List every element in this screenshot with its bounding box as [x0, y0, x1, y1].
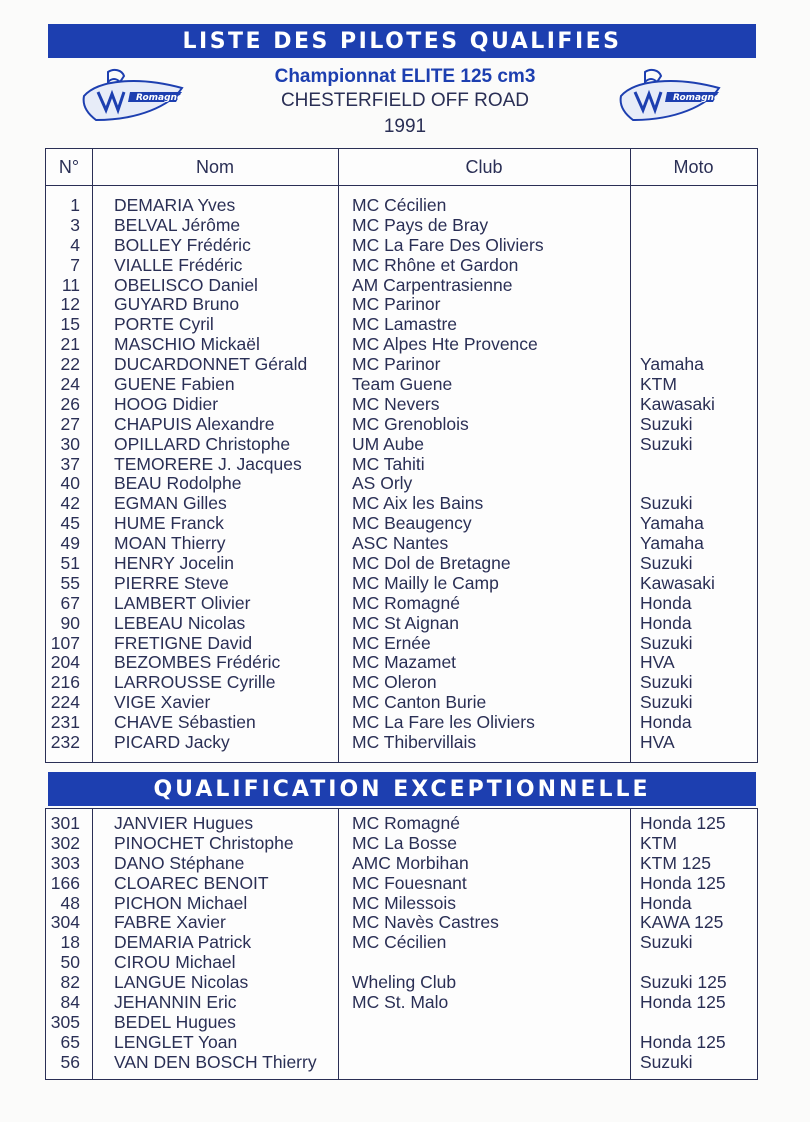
pilot-club: MC Ernée: [352, 632, 431, 653]
pilot-moto: Suzuki: [640, 692, 693, 713]
table-row: [46, 514, 757, 534]
table-row: [46, 933, 757, 953]
pilot-club: MC Cécilien: [352, 195, 447, 215]
table-row: [46, 834, 757, 854]
pilot-name: BEZOMBES Frédéric: [114, 652, 281, 673]
pilot-name: DEMARIA Yves: [114, 195, 236, 215]
pilot-club: AM Carpentrasienne: [352, 274, 513, 295]
pilot-number: 40: [60, 473, 80, 494]
pilot-number: 84: [60, 992, 80, 1013]
pilot-moto: Suzuki: [640, 932, 693, 953]
pilot-moto: Honda 125: [640, 872, 726, 893]
table-row: [46, 673, 757, 693]
moto-club-logo-icon: [615, 66, 727, 130]
pilot-moto: Kawasaki: [640, 393, 715, 414]
pilot-club: MC Milessois: [352, 892, 457, 913]
pilot-name: LENGLET Yoan: [114, 1031, 238, 1052]
pilot-name: CLOAREC BENOIT: [114, 872, 269, 893]
event-header: [0, 66, 810, 140]
table-row: [46, 415, 757, 435]
pilot-number: 50: [60, 952, 80, 973]
event-year: 1991: [383, 116, 427, 137]
pilot-name: PORTE Cyril: [114, 314, 214, 335]
table-row: [46, 634, 757, 654]
pilot-name: DUCARDONNET Gérald: [114, 354, 308, 375]
pilot-moto: Honda: [640, 892, 692, 913]
pilot-moto: Suzuki: [640, 632, 693, 653]
pilot-club: MC La Fare les Oliviers: [352, 712, 535, 733]
pilot-club: MC Fouesnant: [352, 872, 467, 893]
pilots-table: [45, 148, 758, 763]
pilot-number: 166: [50, 872, 80, 893]
pilot-number: 26: [60, 393, 80, 414]
pilot-name: MOAN Thierry: [114, 533, 226, 554]
pilot-number: 224: [50, 692, 80, 713]
pilot-club: MC St Aignan: [352, 612, 459, 633]
pilot-club: UM Aube: [352, 433, 424, 454]
pilot-name: VIALLE Frédéric: [114, 254, 243, 275]
pilot-club: MC Navès Castres: [352, 912, 499, 933]
table-row: [46, 474, 757, 494]
pilot-name: CIROU Michael: [114, 952, 236, 973]
page-title: LISTE DES PILOTES QUALIFIES: [182, 28, 622, 54]
pilot-number: 15: [60, 314, 80, 335]
table-row: [46, 713, 757, 733]
pilot-moto: Honda 125: [640, 813, 726, 833]
pilot-number: 304: [50, 912, 80, 933]
pilot-name: BELVAL Jérôme: [114, 214, 241, 235]
pilot-moto: Honda 125: [640, 992, 726, 1013]
table-row: [46, 574, 757, 594]
table-row: [46, 1053, 757, 1073]
pilot-number: 48: [60, 892, 80, 913]
pilot-number: 303: [50, 852, 80, 873]
pilot-club: MC Canton Burie: [352, 692, 487, 713]
pilot-club: Team Guene: [352, 374, 453, 395]
pilot-number: 45: [60, 513, 80, 534]
pilot-moto: Yamaha: [640, 513, 704, 534]
table-row: [46, 295, 757, 315]
pilot-moto: Suzuki: [640, 493, 693, 514]
table-row: [46, 196, 757, 216]
pilot-club: MC Romagné: [352, 592, 460, 613]
pilot-number: 82: [60, 972, 80, 993]
pilot-moto: Suzuki: [640, 413, 693, 434]
pilot-name: CHAPUIS Alexandre: [114, 413, 275, 434]
pilot-number: 18: [60, 932, 80, 953]
pilot-number: 37: [60, 453, 80, 474]
pilot-club: MC Romagné: [352, 813, 460, 833]
table-row: [46, 614, 757, 634]
pilot-number: 90: [60, 612, 80, 633]
pilot-club: MC La Fare Des Oliviers: [352, 234, 544, 255]
pilot-name: BEDEL Hugues: [114, 1011, 236, 1032]
pilot-name: FABRE Xavier: [114, 912, 226, 933]
table-row: [46, 256, 757, 276]
pilot-club: MC Pays de Bray: [352, 214, 489, 235]
pilot-moto: KTM 125: [640, 852, 711, 873]
pilot-name: GUYARD Bruno: [114, 294, 240, 315]
pilot-number: 3: [70, 214, 80, 235]
pilot-number: 107: [50, 632, 80, 653]
table-row: [46, 814, 757, 834]
pilot-number: 67: [60, 592, 80, 613]
pilot-number: 302: [50, 832, 80, 853]
pilot-club: MC Dol de Bretagne: [352, 553, 511, 574]
pilot-club: MC La Bosse: [352, 832, 458, 853]
col-header-club: Club: [465, 156, 503, 177]
table-row: [46, 653, 757, 673]
pilot-number: 12: [60, 294, 80, 315]
pilot-number: 65: [60, 1031, 80, 1052]
table-row: [46, 276, 757, 296]
pilot-name: BOLLEY Frédéric: [114, 234, 251, 255]
pilot-number: 7: [70, 254, 80, 275]
table-row: [46, 913, 757, 933]
table-row: [46, 693, 757, 713]
title-banner: [48, 24, 756, 58]
col-header-num: N°: [58, 156, 80, 177]
pilot-name: CHAVE Sébastien: [114, 712, 256, 733]
pilot-name: EGMAN Gilles: [114, 493, 227, 514]
event-subtitle: CHESTERFIELD OFF ROAD: [280, 90, 530, 111]
table-row: [46, 216, 757, 236]
pilot-rows: [46, 196, 757, 753]
pilot-number: 204: [50, 652, 80, 673]
pilot-name: OBELISCO Daniel: [114, 274, 258, 295]
exceptional-rows: [46, 814, 757, 1073]
pilot-club: MC Oleron: [352, 672, 437, 693]
pilot-number: 11: [61, 274, 80, 295]
pilot-name: TEMORERE J. Jacques: [114, 453, 302, 474]
pilot-number: 232: [50, 732, 80, 753]
pilot-moto: KTM: [640, 832, 677, 853]
pilot-name: DANO Stéphane: [114, 852, 245, 873]
pilot-club: MC Tahiti: [352, 453, 425, 474]
pilot-name: PIERRE Steve: [114, 572, 229, 593]
col-header-name: Nom: [195, 156, 234, 177]
pilot-moto: Suzuki: [640, 672, 693, 693]
pilot-club: MC Mazamet: [352, 652, 457, 673]
pilot-name: PICHON Michael: [114, 892, 248, 913]
table-row: [46, 375, 757, 395]
pilot-name: GUENE Fabien: [114, 374, 235, 395]
pilot-name: LANGUE Nicolas: [114, 972, 249, 993]
table-row: [46, 594, 757, 614]
pilot-moto: KTM: [640, 374, 677, 395]
table-row: [46, 395, 757, 415]
pilot-number: 22: [60, 354, 80, 375]
pilot-club: AS Orly: [352, 473, 413, 494]
pilot-name: PINOCHET Christophe: [114, 832, 294, 853]
table-row: [46, 874, 757, 894]
championship-title: Championnat ELITE 125 cm3: [274, 66, 536, 87]
pilot-number: 216: [50, 672, 80, 693]
logo-text: Romagné: [136, 93, 184, 103]
pilot-name: DEMARIA Patrick: [114, 932, 252, 953]
exceptional-banner: [48, 772, 756, 806]
pilot-club: MC Aix les Bains: [352, 493, 484, 514]
pilot-moto: Honda: [640, 712, 692, 733]
pilot-club: MC Lamastre: [352, 314, 458, 335]
table-row: [46, 894, 757, 914]
pilot-moto: HVA: [640, 732, 675, 753]
pilot-moto: Honda: [640, 592, 692, 613]
table-row: [46, 554, 757, 574]
col-header-moto: Moto: [673, 156, 714, 177]
pilot-number: 4: [70, 234, 80, 255]
logo-text: Romagné: [673, 93, 721, 103]
table-row: [46, 455, 757, 475]
pilot-club: Wheling Club: [352, 972, 457, 993]
pilot-name: LARROUSSE Cyrille: [114, 672, 276, 693]
pilot-name: LEBEAU Nicolas: [114, 612, 246, 633]
pilot-moto: Suzuki: [640, 553, 693, 574]
table-row: [46, 355, 757, 375]
pilot-moto: Kawasaki: [640, 572, 715, 593]
pilot-number: 27: [60, 413, 80, 434]
pilot-club: MC Thibervillais: [352, 732, 477, 753]
pilot-number: 24: [60, 374, 80, 395]
pilot-club: MC St. Malo: [352, 992, 449, 1013]
pilot-number: 55: [60, 572, 80, 593]
pilot-number: 56: [60, 1051, 80, 1072]
pilot-moto: Suzuki: [640, 1051, 693, 1072]
pilot-club: MC Grenoblois: [352, 413, 469, 434]
pilot-name: JANVIER Hugues: [114, 813, 254, 833]
table-row: [46, 953, 757, 973]
pilot-number: 1: [70, 195, 80, 215]
pilot-number: 51: [60, 553, 80, 574]
table-row: [46, 1033, 757, 1053]
pilot-moto: Honda 125: [640, 1031, 726, 1052]
pilot-name: LAMBERT Olivier: [114, 592, 251, 613]
pilot-name: HENRY Jocelin: [114, 553, 234, 574]
pilot-name: HOOG Didier: [114, 393, 219, 414]
pilot-number: 231: [50, 712, 80, 733]
pilot-club: MC Cécilien: [352, 932, 447, 953]
pilot-moto: Yamaha: [640, 354, 704, 375]
pilot-number: 42: [60, 493, 80, 514]
pilot-moto: Suzuki 125: [640, 972, 727, 993]
pilot-club: MC Alpes Hte Provence: [352, 334, 538, 355]
pilot-name: OPILLARD Christophe: [114, 433, 291, 454]
pilot-moto: Yamaha: [640, 533, 704, 554]
pilot-name: PICARD Jacky: [114, 732, 230, 753]
table-row: [46, 854, 757, 874]
table-row: [46, 733, 757, 753]
pilot-club: MC Parinor: [352, 354, 441, 375]
pilot-moto: HVA: [640, 652, 675, 673]
pilot-name: FRETIGNE David: [114, 632, 253, 653]
pilot-club: MC Nevers: [352, 393, 440, 414]
pilot-number: 21: [60, 334, 80, 355]
pilot-name: MASCHIO Mickaël: [114, 334, 260, 355]
pilot-number: 305: [50, 1011, 80, 1032]
table-row: [46, 315, 757, 335]
pilot-name: BEAU Rodolphe: [114, 473, 242, 494]
table-row: [46, 534, 757, 554]
pilot-number: 30: [60, 433, 80, 454]
pilot-name: VIGE Xavier: [114, 692, 211, 713]
table-row: [46, 335, 757, 355]
exceptional-table: [45, 808, 758, 1080]
pilot-club: AMC Morbihan: [352, 852, 469, 873]
table-row: [46, 236, 757, 256]
table-row: [46, 435, 757, 455]
table-row: [46, 494, 757, 514]
pilot-club: MC Rhône et Gardon: [352, 254, 519, 275]
pilot-name: VAN DEN BOSCH Thierry: [114, 1051, 317, 1072]
pilot-name: JEHANNIN Eric: [114, 992, 237, 1013]
exceptional-title: QUALIFICATION EXCEPTIONNELLE: [153, 776, 651, 802]
pilot-club: ASC Nantes: [352, 533, 449, 554]
pilot-moto: Honda: [640, 612, 692, 633]
table-row: [46, 993, 757, 1013]
pilot-club: MC Parinor: [352, 294, 441, 315]
pilot-name: HUME Franck: [114, 513, 224, 534]
pilot-number: 301: [50, 813, 80, 833]
table-row: [46, 973, 757, 993]
pilot-number: 49: [60, 533, 80, 554]
pilot-moto: KAWA 125: [640, 912, 724, 933]
pilot-moto: Suzuki: [640, 433, 693, 454]
pilot-club: MC Beaugency: [352, 513, 472, 534]
table-row: [46, 1013, 757, 1033]
pilot-club: MC Mailly le Camp: [352, 572, 499, 593]
